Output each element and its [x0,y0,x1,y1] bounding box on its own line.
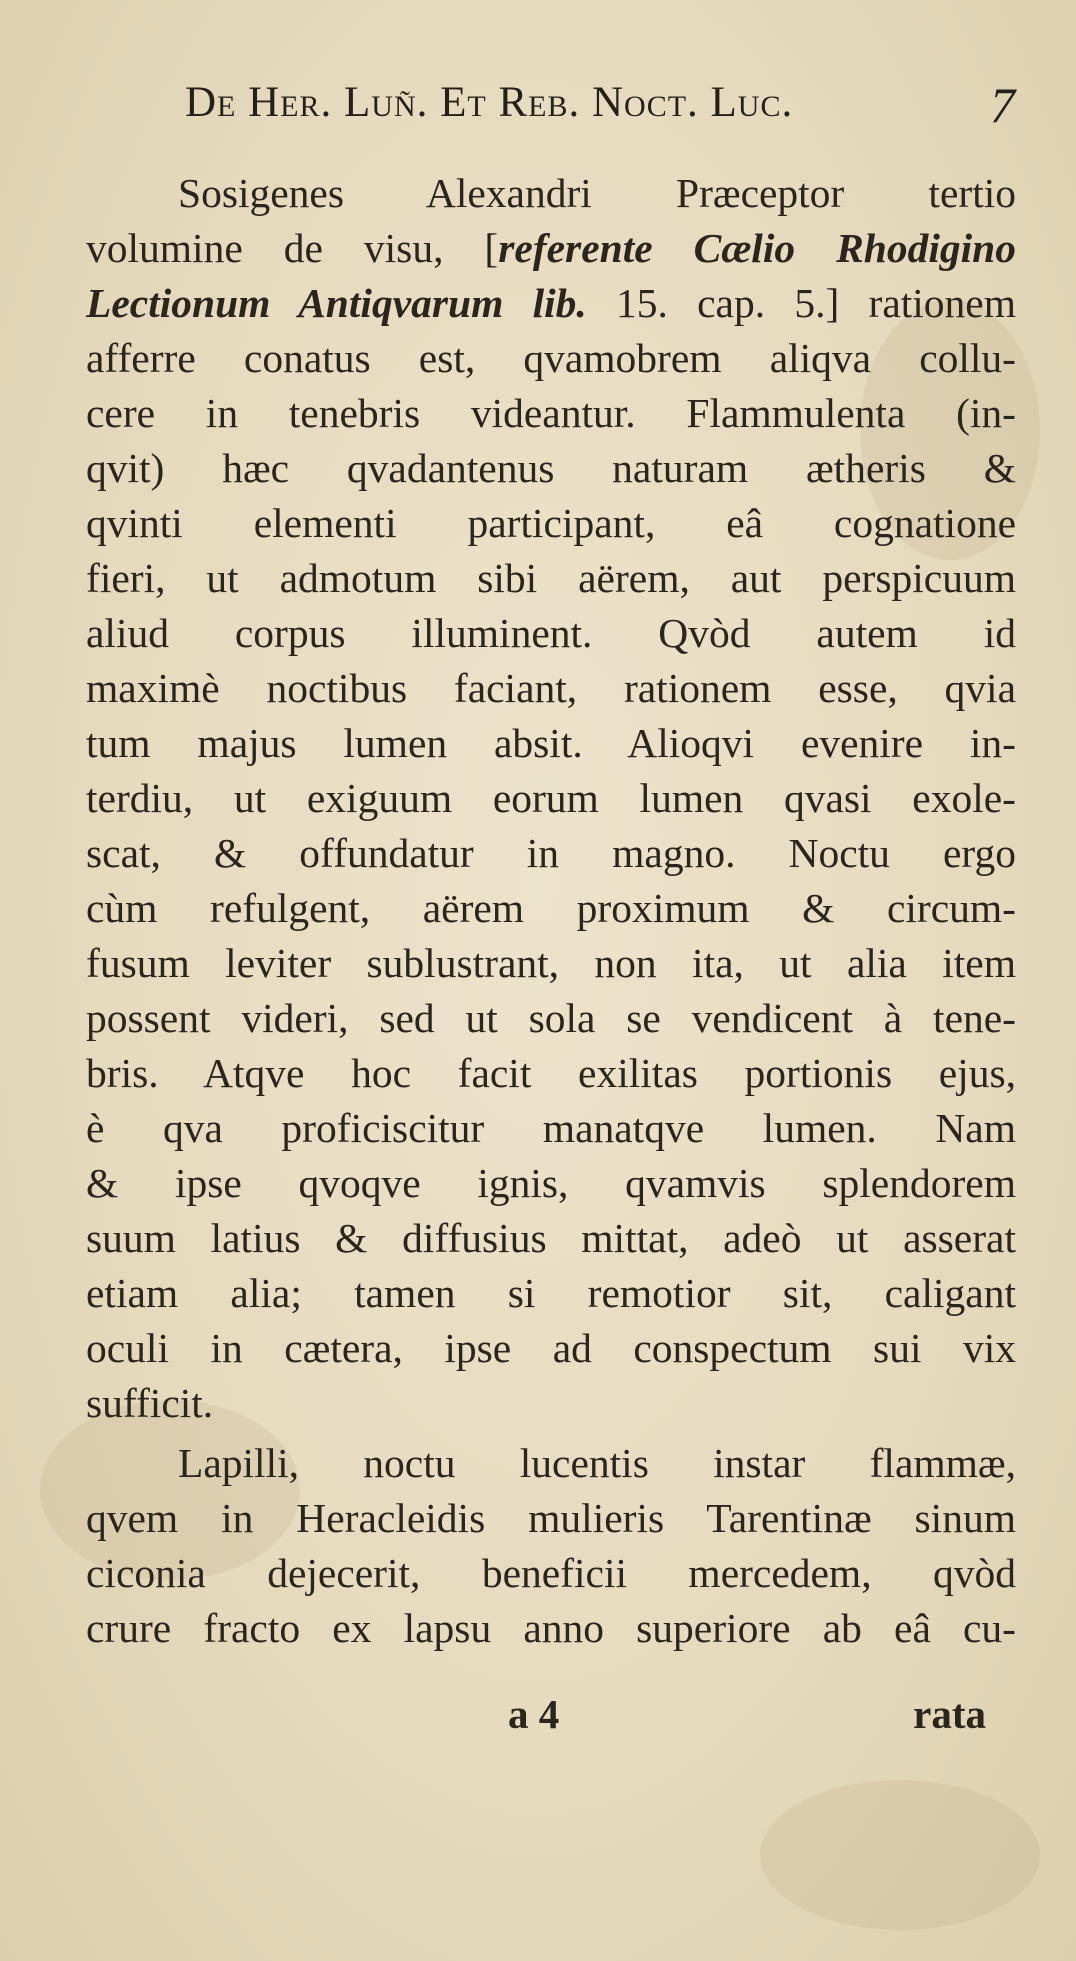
text-line: afferre conatus est, qvamobrem aliqva collu- [86,335,1016,381]
text-line: è qva proficiscitur manatqve lumen. Nam [86,1105,1016,1151]
text-line: cere in tenebris videantur. Flammulenta (in- [86,390,1016,436]
page-footer [0,1690,1076,1750]
signature-mark: a 4 [508,1691,560,1737]
text-line: etiam alia; tamen si remotior sit, caligant [86,1270,1016,1316]
text-line: maximè noctibus faciant, rationem esse, qvia [86,665,1016,711]
running-head: De Her. Luñ. Et Reb. Noct. Luc. [185,79,794,126]
text-line [86,276,1016,331]
page-number: 7 [990,77,1015,133]
citation-italic: Lectionum Antiqvarum lib. [86,280,587,326]
text-line: sufficit. [86,1380,214,1426]
text-line [86,221,1016,276]
citation-italic: referente Cælio Rhodigino [498,225,1016,271]
text-line: oculi in cætera, ipse ad conspectum sui vix [86,1325,1016,1371]
text-line: fieri, ut admotum sibi aërem, aut perspicuum [86,555,1016,601]
text-line: fusum leviter sublustrant, non ita, ut alia item [86,940,1016,986]
text-line: cùm refulgent, aërem proximum & circum- [86,885,1016,931]
text-line: scat, & offundatur in magno. Noctu ergo [86,830,1016,876]
page-header [185,78,1015,138]
text-line: & ipse qvoqve ignis, qvamvis splendorem [86,1160,1016,1206]
text-line: qvinti elementi participant, eâ cognatione [86,500,1016,546]
text-line: qvem in Heracleidis mulieris Tarentinæ sinum [86,1495,1016,1541]
text-line: Sosigenes Alexandri Præceptor tertio [178,170,1016,216]
text-line: Lapilli, noctu lucentis instar flammæ, [178,1440,1016,1486]
text-line: ciconia dejecerit, beneficii mercedem, qvòd [86,1550,1016,1596]
text-line: possent videri, sed ut sola se vendicent à tene- [86,995,1016,1041]
paper-stain [760,1780,1040,1930]
text-line: crure fracto ex lapsu anno superiore ab eâ cu- [86,1605,1016,1651]
text-line: bris. Atqve hoc facit exilitas portionis ejus, [86,1050,1016,1096]
text-line: qvit) hæc qvadantenus naturam ætheris & [86,445,1016,491]
text-fragment: 15. cap. 5.] rationem [616,280,1016,326]
text-line: suum latius & diffusius mittat, adeò ut asserat [86,1215,1016,1261]
text-line: tum majus lumen absit. Alioqvi evenire in- [86,720,1016,766]
text-line: terdiu, ut exiguum eorum lumen qvasi exole- [86,775,1016,821]
text-line: aliud corpus illuminent. Qvòd autem id [86,610,1016,656]
catchword: rata [913,1691,986,1737]
text-fragment: volumine de visu, [ [86,225,499,271]
